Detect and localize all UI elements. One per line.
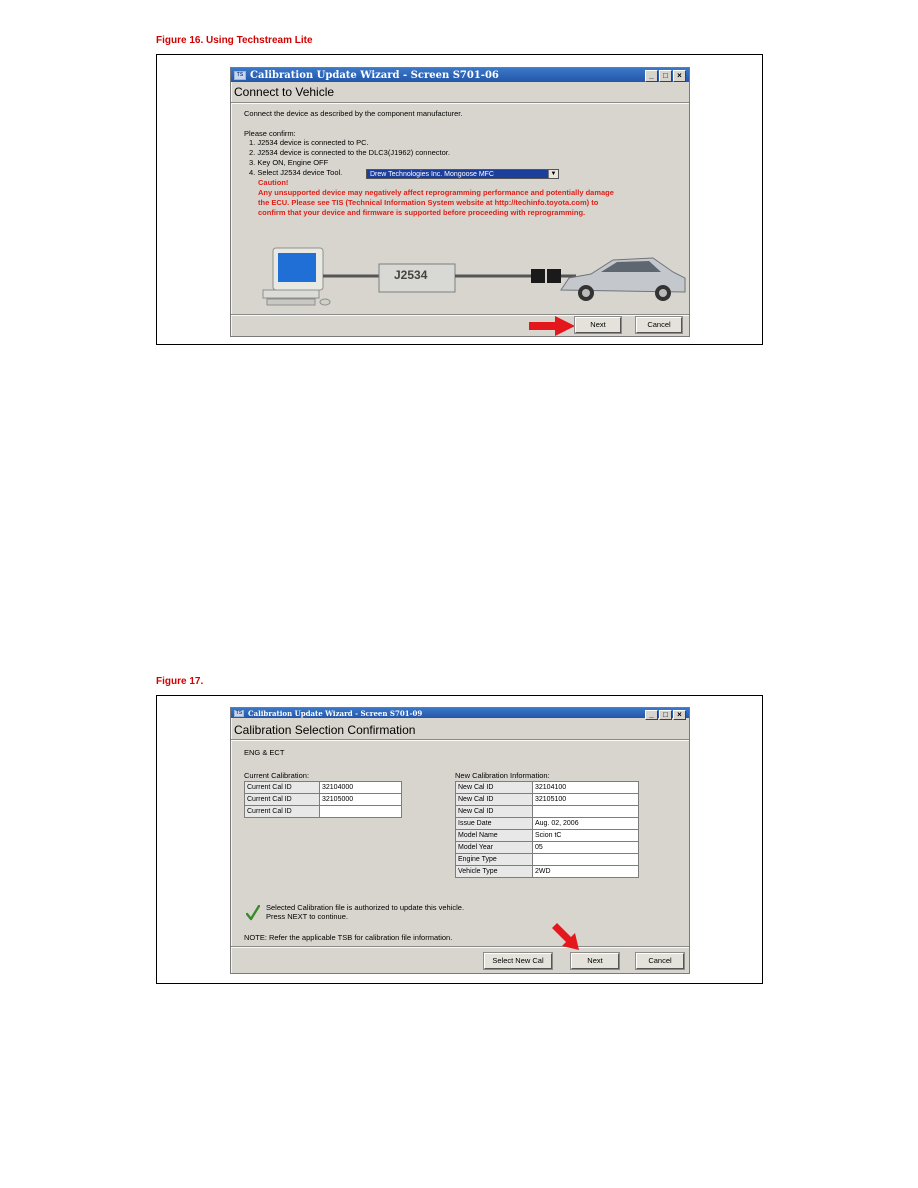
- j2534-device-select[interactable]: [366, 169, 559, 179]
- window-controls: [645, 70, 686, 82]
- table-row: [456, 818, 639, 830]
- current-calibration-label: Current Calibration:: [244, 771, 310, 780]
- table-cell-key: New Cal ID: [456, 782, 533, 794]
- page-heading: Connect to Vehicle: [234, 85, 335, 99]
- table-cell-value: [533, 806, 639, 818]
- figure-16-caption: Figure 16. Using Techstream Lite: [156, 35, 313, 46]
- car-icon: [561, 258, 685, 301]
- table-row: [456, 854, 639, 866]
- table-row: [456, 782, 639, 794]
- table-cell-key: Current Cal ID: [245, 782, 320, 794]
- table-row: [245, 806, 402, 818]
- next-button[interactable]: Next: [571, 953, 619, 969]
- table-row: [245, 782, 402, 794]
- next-button[interactable]: Next: [575, 317, 621, 333]
- figure-17-caption: Figure 17.: [156, 676, 204, 687]
- close-icon[interactable]: ×: [673, 710, 686, 720]
- table-cell-value: 32105000: [320, 794, 402, 806]
- table-cell-key: New Cal ID: [456, 806, 533, 818]
- table-cell-key: Current Cal ID: [245, 806, 320, 818]
- maximize-icon[interactable]: □: [659, 70, 672, 82]
- close-icon[interactable]: ×: [673, 70, 686, 82]
- table-cell-value: Aug. 02, 2006: [533, 818, 639, 830]
- minimize-icon[interactable]: _: [645, 710, 658, 720]
- step-1: 1. J2534 device is connected to PC.: [249, 138, 369, 147]
- confirm-label: Please confirm:: [244, 129, 296, 138]
- table-cell-value: 32105100: [533, 794, 639, 806]
- app-logo-icon: TS: [234, 71, 246, 80]
- checkmark-icon: [246, 905, 260, 921]
- button-bar-divider: [231, 946, 689, 948]
- cancel-button[interactable]: Cancel: [636, 317, 682, 333]
- figure-17-frame: [156, 695, 763, 984]
- table-cell-value: [533, 854, 639, 866]
- table-cell-key: Current Cal ID: [245, 794, 320, 806]
- window-controls: [645, 710, 686, 720]
- new-calibration-table: [455, 781, 639, 878]
- step-3: 3. Key ON, Engine OFF: [249, 158, 329, 167]
- calibration-confirmation-window: [230, 707, 690, 974]
- heading-divider: [231, 102, 689, 104]
- table-cell-key: Model Name: [456, 830, 533, 842]
- maximize-icon[interactable]: □: [659, 710, 672, 720]
- table-cell-value: 2WD: [533, 866, 639, 878]
- j2534-label: J2534: [394, 268, 428, 282]
- table-row: [456, 866, 639, 878]
- button-bar-divider: [231, 314, 689, 316]
- minimize-icon[interactable]: _: [645, 70, 658, 82]
- step-4: 4. Select J2534 device Tool.: [249, 168, 343, 177]
- j2534-device-select-value: Drew Technologies Inc. Mongoose MFC: [370, 171, 494, 178]
- table-cell-value: Scion tC: [533, 830, 639, 842]
- page-heading: Calibration Selection Confirmation: [234, 723, 416, 737]
- figure-16-frame: [156, 54, 763, 345]
- table-row: [456, 794, 639, 806]
- window-title: Calibration Update Wizard - Screen S701-06: [250, 69, 499, 81]
- pc-icon: [263, 248, 330, 305]
- chevron-down-icon[interactable]: ▼: [548, 170, 558, 178]
- window-title: Calibration Update Wizard - Screen S701-09: [248, 708, 423, 718]
- table-cell-value: 05: [533, 842, 639, 854]
- heading-divider: [231, 739, 689, 741]
- new-calibration-label: New Calibration Information:: [455, 771, 550, 780]
- authorized-message-line-1: Selected Calibration file is authorized to update this vehicle.: [266, 903, 465, 912]
- table-cell-value: [320, 806, 402, 818]
- table-cell-key: Model Year: [456, 842, 533, 854]
- red-arrow-icon: [529, 316, 575, 336]
- window-titlebar[interactable]: [231, 708, 689, 718]
- cancel-button[interactable]: Cancel: [636, 953, 684, 969]
- caution-line-1: Any unsupported device may negatively affect reprogramming performance and potentially damage: [258, 188, 614, 197]
- table-cell-key: Engine Type: [456, 854, 533, 866]
- table-cell-key: Issue Date: [456, 818, 533, 830]
- ecu-label: ENG & ECT: [244, 748, 285, 757]
- dlc-connector-icon: [531, 269, 561, 283]
- caution-line-2: the ECU. Please see TIS (Technical Information System website at http://techinfo.toyota.com) to: [258, 198, 599, 207]
- select-new-cal-button[interactable]: Select New Cal: [484, 953, 552, 969]
- table-row: [456, 806, 639, 818]
- table-cell-key: Vehicle Type: [456, 866, 533, 878]
- app-logo-icon: TS: [235, 709, 243, 716]
- table-cell-key: New Cal ID: [456, 794, 533, 806]
- current-calibration-table: [244, 781, 402, 818]
- table-cell-value: 32104100: [533, 782, 639, 794]
- caution-line-3: confirm that your device and firmware is supported before proceeding with reprogramming.: [258, 208, 586, 217]
- step-2: 2. J2534 device is connected to the DLC3(J1962) connector.: [249, 148, 450, 157]
- table-cell-value: 32104000: [320, 782, 402, 794]
- tsb-note: NOTE: Refer the applicable TSB for calibration file information.: [244, 933, 453, 942]
- window-titlebar[interactable]: [231, 68, 689, 82]
- caution-title: Caution!: [258, 178, 289, 187]
- table-row: [456, 830, 639, 842]
- intro-text: Connect the device as described by the component manufacturer.: [244, 109, 463, 118]
- authorized-message-line-2: Press NEXT to continue.: [266, 912, 348, 921]
- table-row: [456, 842, 639, 854]
- red-arrow-icon: [549, 920, 581, 952]
- connection-illustration: [261, 246, 691, 310]
- connect-to-vehicle-window: [230, 67, 690, 337]
- table-row: [245, 794, 402, 806]
